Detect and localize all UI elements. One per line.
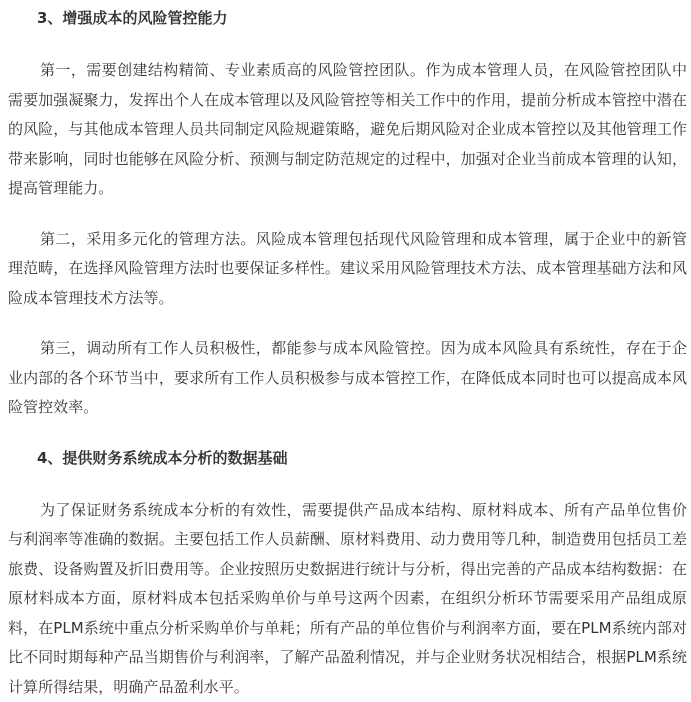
spacer <box>0 313 691 334</box>
spacer <box>0 204 691 225</box>
spacer <box>0 33 691 56</box>
paragraph-third: 第三，调动所有工作人员积极性，都能参与成本风险管控。因为成本风险具有系统性，存在于企业内部的各个环节当中，要求所有工作人员积极参与成本管控工作，在降低成本同时也可以提高成本风险管控效率。 <box>0 334 691 423</box>
spacer <box>0 423 691 444</box>
section-heading-4: 4、提供财务系统成本分析的数据基础 <box>0 444 691 473</box>
paragraph-data-basis: 为了保证财务系统成本分析的有效性，需要提供产品成本结构、原材料成本、所有产品单位售价与利润率等准确的数据。主要包括工作人员薪酬、原材料费用、动力费用等几种，制造费用包括员工差旅费、设备购置及折旧费用等。企业按照历史数据进行统计与分析，得出完善的产品成本结构数据：在原材料成本方面，原材料成本包括采购单价与单号这两个因素，在组织分析环节需要采用产品组成原料，在PLM系统中重点分析采购单价与单耗；所有产品的单位售价与利润率方面，要在PLM系统内部对比不同时期每种产品当期售价与利润率，了解产品盈利情况，并与企业财务状况相结合，根据PLM系统计算所得结果，明确产品盈利水平。 <box>0 496 691 702</box>
paragraph-second: 第二，采用多元化的管理方法。风险成本管理包括现代风险管理和成本管理，属于企业中的新管理范畴，在选择风险管理方法时也要保证多样性。建议采用风险管理技术方法、成本管理基础方法和风险成本管理技术方法等。 <box>0 225 691 314</box>
spacer <box>0 473 691 496</box>
section-heading-3: 3、增强成本的风险管控能力 <box>0 4 691 33</box>
paragraph-first: 第一，需要创建结构精简、专业素质高的风险管控团队。作为成本管理人员，在风险管控团队中需要加强凝聚力，发挥出个人在成本管理以及风险管控等相关工作中的作用，提前分析成本管控中潜在的风险，与其他成本管理人员共同制定风险规避策略，避免后期风险对企业成本管控以及其他管理工作带来影响，同时也能够在风险分析、预测与制定防范规定的过程中，加强对企业当前成本管理的认知，提高管理能力。 <box>0 56 691 204</box>
